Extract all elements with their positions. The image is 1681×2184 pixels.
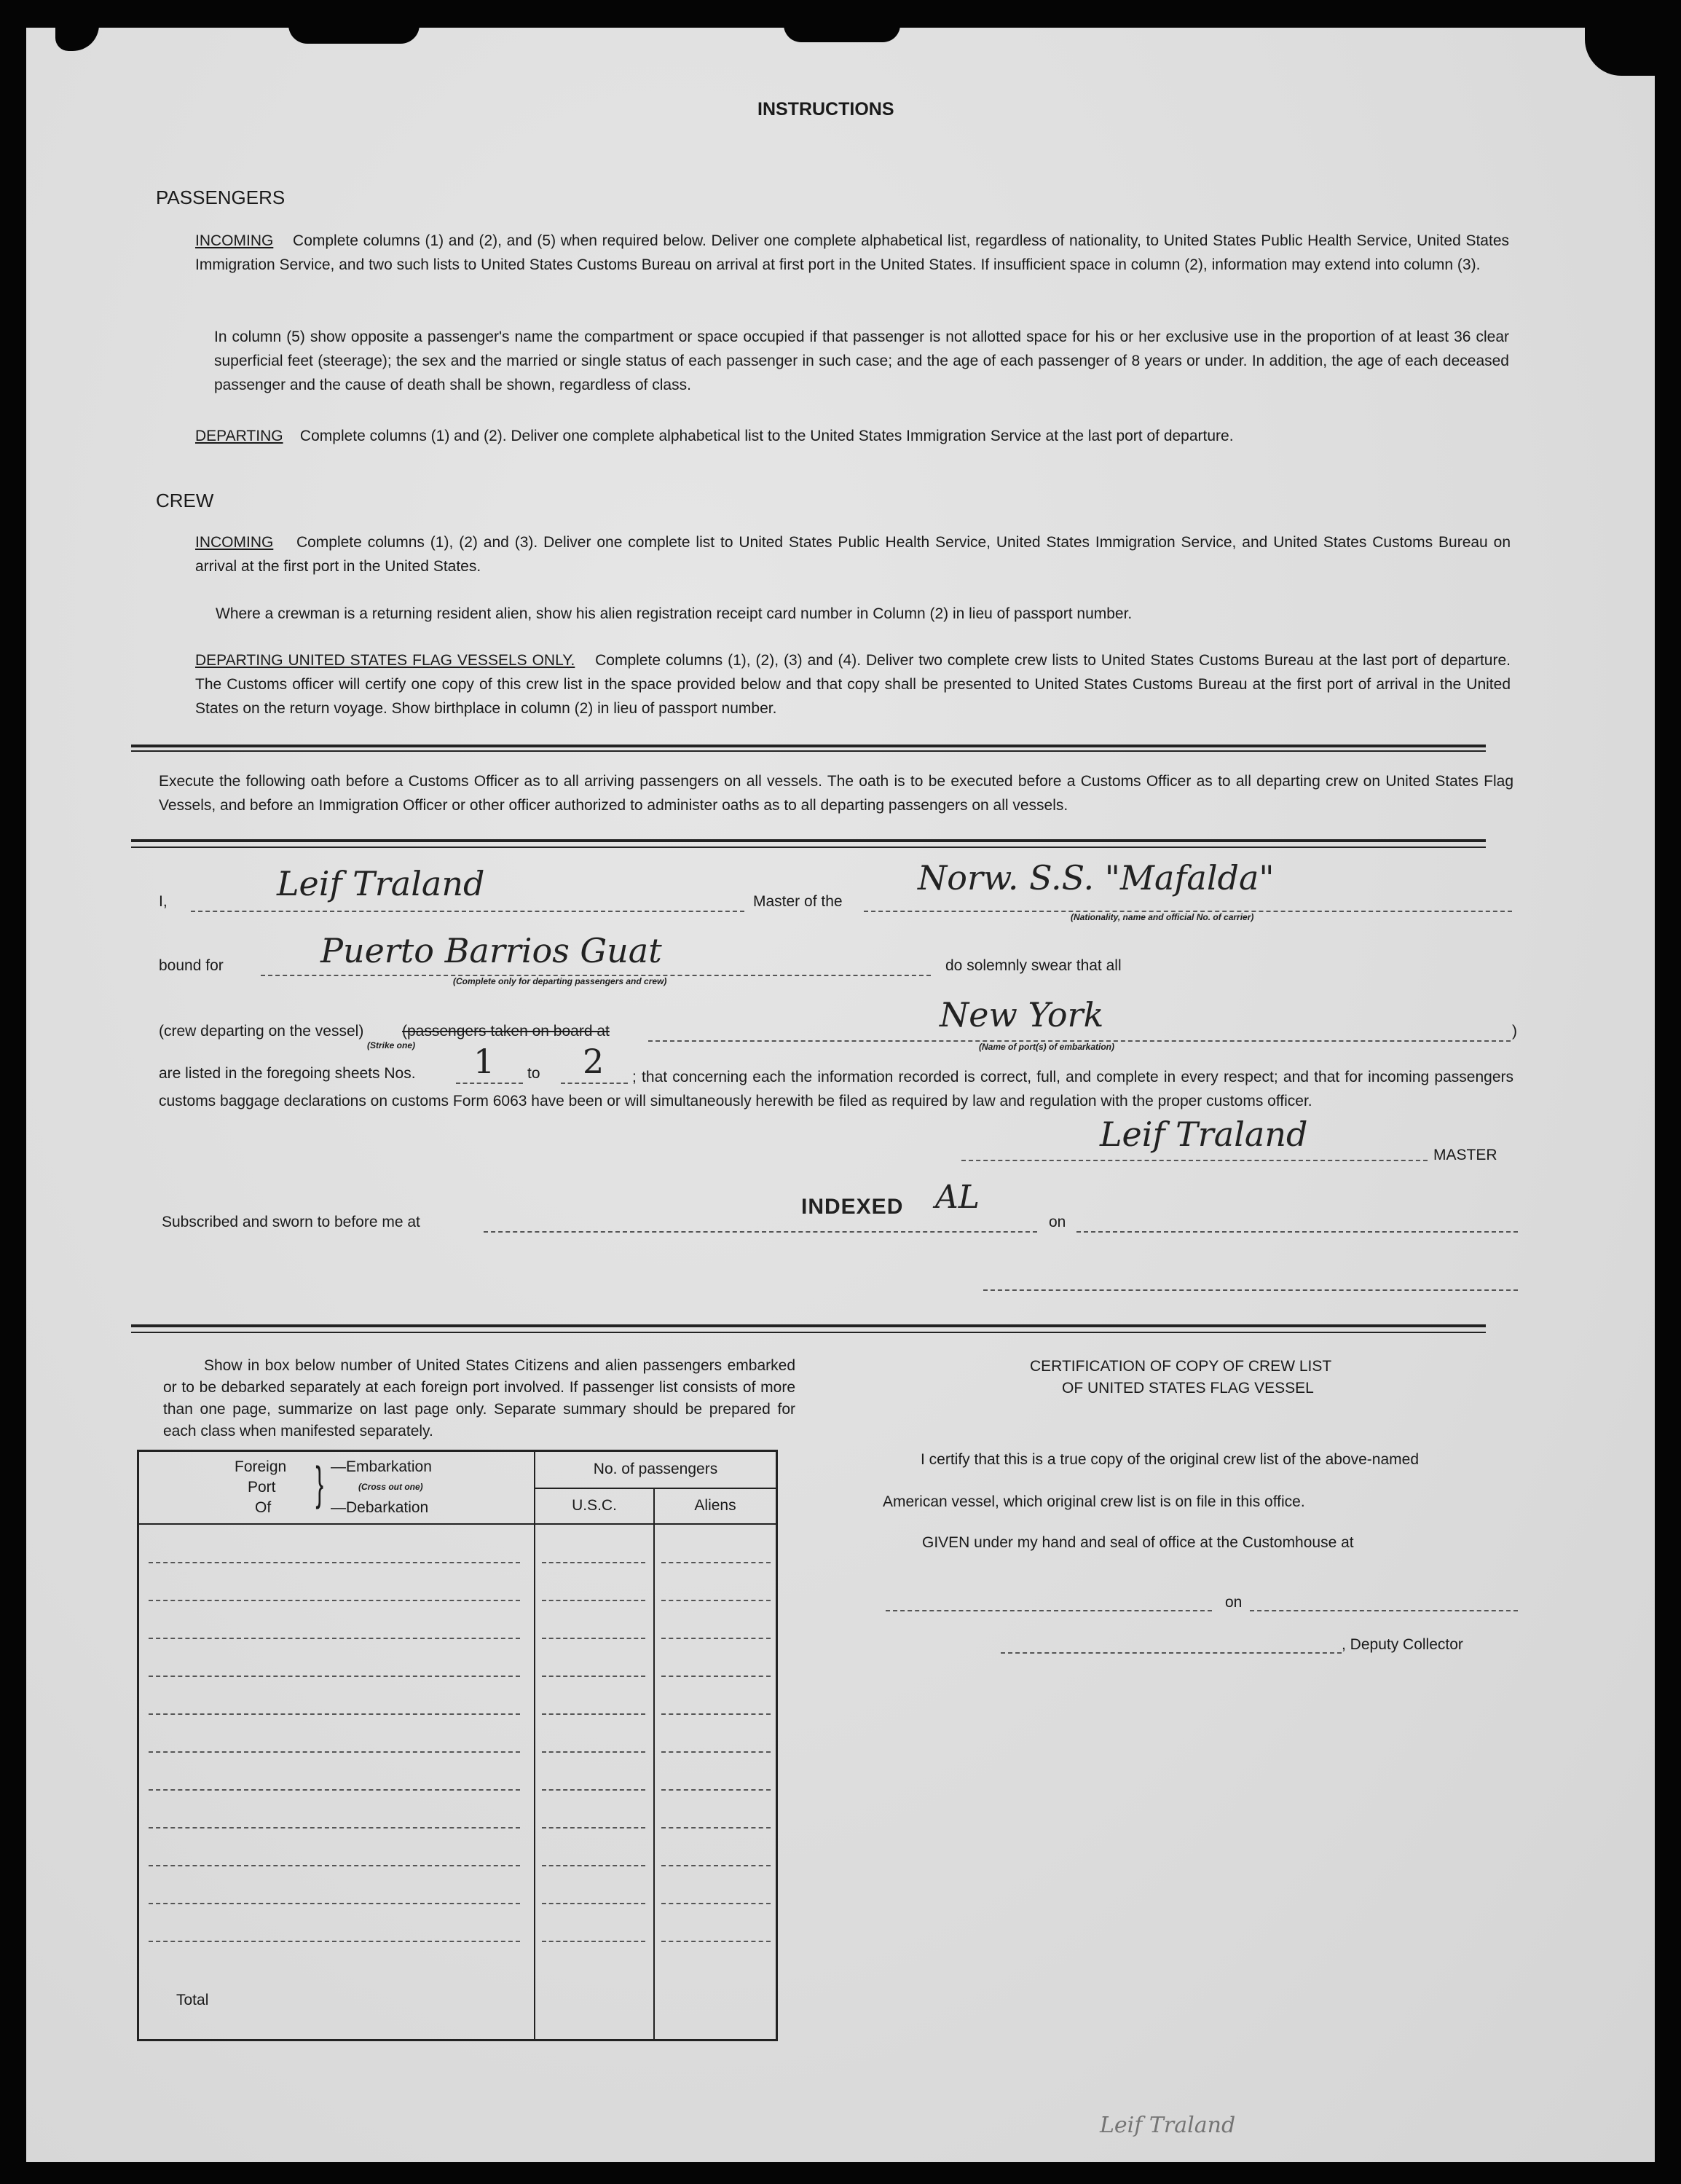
divider — [131, 1332, 1486, 1333]
summary-instructions: Show in box below number of United States Citizens and alien passengers embarked or to be debarked separately at each foreign port involved. If passenger list consists of more than one page, summarize on last page only. Separate summary should be prepared for each class when manifested separately. — [163, 1357, 795, 1439]
listed-label: are listed in the foregoing sheets Nos. — [159, 1065, 416, 1082]
table-row-line — [149, 1713, 520, 1715]
crew-heading: CREW — [156, 490, 214, 511]
passengers-incoming-label: INCOMING — [195, 232, 274, 249]
table-header-row — [138, 1451, 777, 1488]
passengers-heading: PASSENGERS — [156, 186, 286, 208]
table-row-line — [661, 1713, 771, 1715]
debarkation-label: —Debarkation — [331, 1499, 429, 1516]
customhouse-line — [886, 1610, 1212, 1611]
close-paren: ) — [1512, 1023, 1517, 1040]
on-label: on — [1049, 1214, 1066, 1230]
subscribed-date-line — [1076, 1231, 1518, 1233]
swear-label: do solemnly swear that all — [945, 957, 1122, 974]
master-of-label: Master of the — [753, 893, 843, 910]
table-row-line — [542, 1789, 645, 1791]
passengers-departing-text: Complete columns (1) and (2). Deliver one complete alphabetical list to the United States Immigration Service at the last port of departure. — [299, 428, 1234, 444]
usc-header: U.S.C. — [535, 1488, 654, 1524]
table-row-line — [542, 1676, 645, 1677]
divider — [131, 745, 1486, 747]
passengers-departing-paragraph — [195, 424, 1509, 448]
table-row-line — [149, 1562, 520, 1563]
crew-incoming-paragraph — [195, 530, 1511, 578]
table-row-line — [661, 1638, 771, 1639]
table-row-line — [542, 1562, 645, 1563]
table-row-line — [661, 1941, 771, 1942]
foreign-label: Foreign — [235, 1458, 287, 1475]
crew-departing-label: DEPARTING UNITED STATES FLAG VESSELS ONLY. — [195, 652, 575, 669]
table-row-line — [542, 1600, 645, 1601]
certification-title-line1: CERTIFICATION OF COPY OF CREW LIST — [1030, 1358, 1332, 1375]
port-header-cell — [138, 1451, 535, 1525]
port-column — [138, 1524, 535, 2040]
cross-out-label: (Cross out one) — [358, 1482, 423, 1492]
table-row-line — [542, 1865, 645, 1866]
divider — [131, 847, 1486, 848]
torn-edge — [55, 25, 99, 51]
subscribed-place-line — [484, 1231, 1037, 1233]
port-handwriting: New York — [940, 995, 1104, 1034]
passenger-summary-table — [137, 1450, 778, 2041]
table-row-line — [661, 1865, 771, 1866]
table-row-line — [661, 1903, 771, 1904]
table-row-line — [149, 1600, 520, 1601]
no-passengers-header: No. of passengers — [535, 1451, 777, 1488]
deputy-collector-label: , Deputy Collector — [1342, 1636, 1463, 1653]
certification-given: GIVEN under my hand and seal of office at the Customhouse at — [922, 1534, 1354, 1551]
table-row-line — [661, 1600, 771, 1601]
page-title: INSTRUCTIONS — [757, 99, 894, 119]
passengers-incoming-paragraph — [195, 229, 1509, 277]
passengers-departing-label: DEPARTING — [195, 428, 283, 444]
table-row-line — [542, 1713, 645, 1715]
bound-for-label: bound for — [159, 957, 224, 974]
table-row-line — [149, 1903, 520, 1904]
table-row-line — [661, 1676, 771, 1677]
table-row-line — [542, 1903, 645, 1904]
table-row-line — [661, 1827, 771, 1828]
certification-line2: American vessel, which original crew list is on file in this office. — [883, 1493, 1305, 1510]
crew-departing-paragraph — [195, 648, 1511, 720]
certification-on-label: on — [1225, 1594, 1243, 1611]
table-row-line — [542, 1751, 645, 1753]
table-row-line — [661, 1789, 771, 1791]
table-row-line — [149, 1751, 520, 1753]
table-row-line — [149, 1789, 520, 1791]
subscribed-label: Subscribed and sworn to before me at — [162, 1214, 420, 1230]
port-label: Port — [248, 1479, 276, 1496]
i-label: I, — [159, 893, 168, 910]
divider — [131, 1324, 1486, 1327]
table-row-line — [149, 1676, 520, 1677]
total-label: Total — [176, 1992, 209, 2008]
crew-departing-text: Complete columns (1), (2), (3) and (4). Deliver two complete crew lists to United States Customs Bureau at the last port of departure. The Customs officer will certify one copy of this crew list in the space provided below and that copy shall be presented to United States Customs Bureau at the first port of arrival in the United States on the return voyage. Show birthplace in column (2) in lieu of passport number. — [195, 652, 1511, 717]
strike-caption: (Strike one) — [367, 1040, 416, 1050]
bound-for-caption: (Complete only for departing passengers and crew) — [453, 976, 667, 986]
footer-signature: Leif Traland — [1100, 2113, 1236, 2138]
divider — [131, 839, 1486, 842]
to-label: to — [527, 1065, 540, 1082]
crew-departing-label: (crew departing on the vessel) — [159, 1023, 364, 1040]
listed-rest-text: ; that concerning each the information recorded is correct, full, and complete in every respect; and that for incoming passengers customs baggage declarations on customs Form 6063 have been or will simultaneously herewith be filed as required by law and regulation with the proper customs officer. — [159, 1069, 1513, 1109]
indexed-initials: AL — [935, 1179, 980, 1216]
certification-line1: I certify that this is a true copy of the original crew list of the above-named — [921, 1451, 1419, 1468]
master-label: MASTER — [1433, 1147, 1497, 1163]
table-row-line — [149, 1827, 520, 1828]
torn-edge — [1585, 25, 1655, 76]
passengers-column5-paragraph: In column (5) show opposite a passenger's name the compartment or space occupied if that passenger is not allotted space for his or her exclusive use in the proportion of at least 36 clear superficial feet (steerage); the sex and the married or single status of each passenger in such case; and the age of each passenger of 8 years or under. In addition, the age of each deceased passenger and the cause of death shall be shown, regardless of class. — [214, 329, 1509, 393]
vessel-handwriting: Norw. S.S. "Mafalda" — [918, 858, 1275, 897]
crew-incoming-text: Complete columns (1), (2) and (3). Deliver one complete list to United States Public Health Service, United States Immigration Service, and United States Customs Bureau on arrival at the first port in the United States. — [195, 534, 1511, 575]
signature-line — [961, 1160, 1428, 1161]
brace: } — [315, 1457, 324, 1509]
table-body-row — [138, 1524, 777, 2040]
table-row-line — [542, 1827, 645, 1828]
struck-passengers-text: (passengers taken on board at — [402, 1023, 610, 1040]
table-row-line — [149, 1865, 520, 1866]
sheet-from-handwriting: 1 — [473, 1042, 495, 1081]
table-row-line — [542, 1638, 645, 1639]
sheet-to-handwriting: 2 — [583, 1042, 605, 1081]
embarkation-label: —Embarkation — [331, 1458, 432, 1475]
oath-intro: Execute the following oath before a Customs Officer as to all arriving passengers on all vessels. The oath is to be executed before a Customs Officer as to all departing crew on United States Flag Vessels, and before an Immigration Officer or other officer authorized to administer oaths as to all departing passengers on all vessels. — [159, 773, 1513, 814]
table-row-line — [149, 1638, 520, 1639]
certification-date-line — [1250, 1610, 1518, 1611]
master-name-handwriting: Leif Traland — [277, 864, 485, 903]
master-signature: Leif Traland — [1100, 1115, 1308, 1154]
crew-resident-paragraph: Where a crewman is a returning resident alien, show his alien registration receipt card number in Column (2) in lieu of passport number. — [216, 605, 1133, 622]
indexed-stamp: INDEXED — [801, 1195, 904, 1219]
torn-edge — [288, 25, 420, 44]
officer-line — [983, 1289, 1518, 1291]
certification-title-line2: OF UNITED STATES FLAG VESSEL — [1062, 1380, 1314, 1397]
of-label: Of — [255, 1499, 272, 1516]
port-caption: (Name of port(s) of embarkation) — [979, 1042, 1115, 1052]
aliens-header: Aliens — [654, 1488, 777, 1524]
master-name-line — [191, 911, 744, 912]
crew-incoming-label: INCOMING — [195, 534, 274, 551]
passengers-incoming-text: Complete columns (1) and (2), and (5) when required below. Deliver one complete alphabetical list, regardless of nationality, to United States Public Health Service, United States Immigration Service, and two such lists to United States Customs Bureau on arrival at first port in the United States. If insufficient space in column (2), information may extend into column (3). — [195, 232, 1509, 273]
vessel-caption: (Nationality, name and official No. of carrier) — [1071, 912, 1254, 922]
table-row-line — [661, 1562, 771, 1563]
table-row-line — [149, 1941, 520, 1942]
table-row-line — [542, 1941, 645, 1942]
torn-edge — [784, 25, 900, 42]
bound-for-handwriting: Puerto Barrios Guat — [320, 931, 662, 970]
usc-column — [535, 1524, 654, 2040]
table-row-line — [661, 1751, 771, 1753]
aliens-column — [654, 1524, 777, 2040]
divider — [131, 750, 1486, 752]
deputy-collector-line — [1001, 1652, 1342, 1654]
